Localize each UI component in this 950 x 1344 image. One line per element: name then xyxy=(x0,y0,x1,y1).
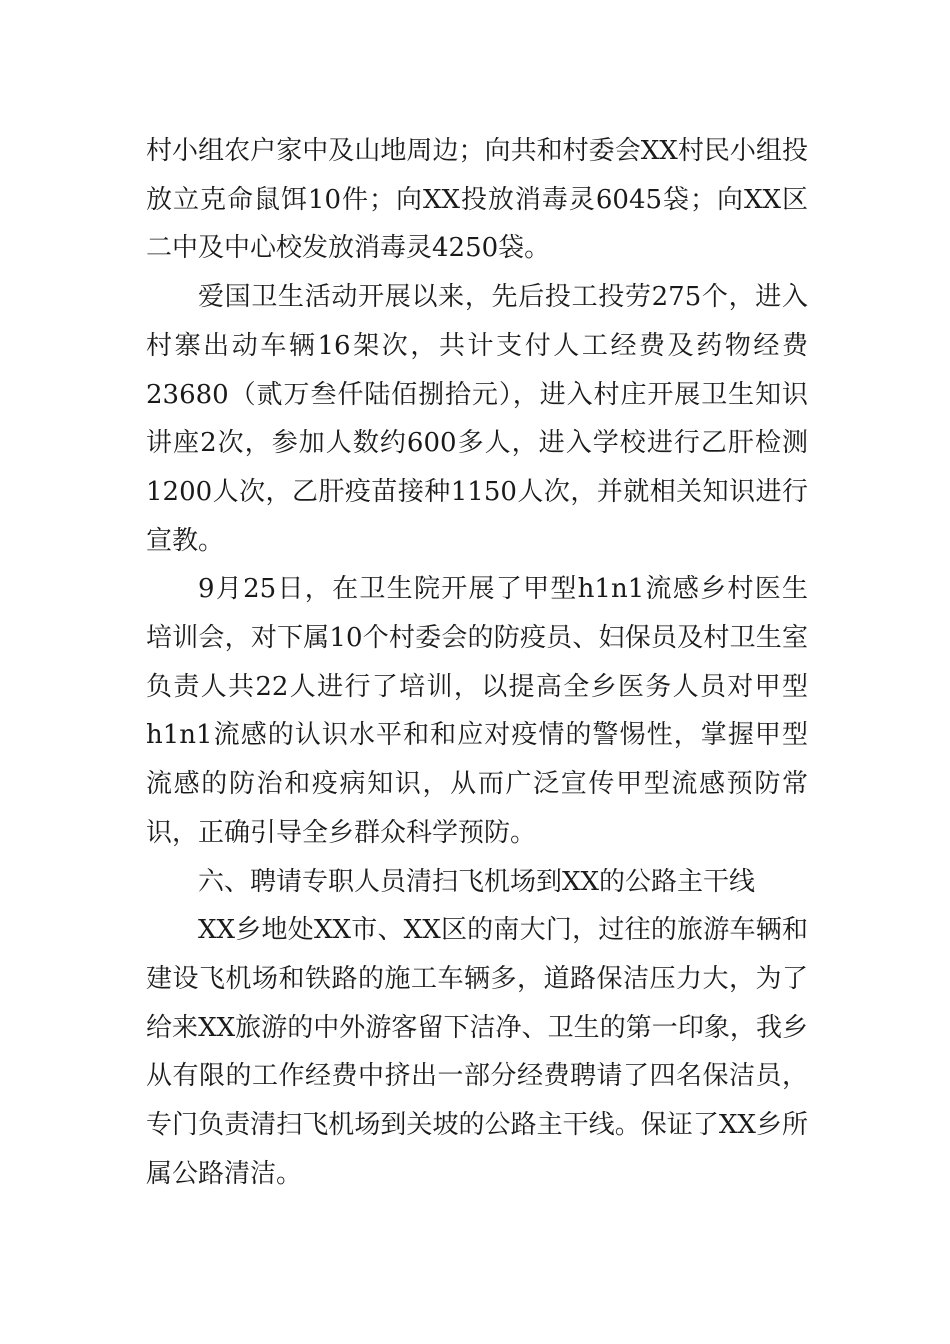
paragraph-continuation: 村小组农户家中及山地周边；向共和村委会XX村民小组投放立克命鼠饵10件；向XX投放消毒灵6045袋；向XX区二中及中心校发放消毒灵4250袋。 xyxy=(146,136,808,264)
paragraph-patriotic-health: 爱国卫生活动开展以来，先后投工投劳275个，进入村寨出动车辆16架次，共计支付人工经费及药物经费23680（贰万叁仟陆佰捌拾元），进入村庄开展卫生知识讲座2次，参加人数约600多人，进入学校进行乙肝检测1200人次，乙肝疫苗接种1150人次，并就相关知识进行宣教。 xyxy=(146,282,808,556)
paragraph-h1n1-training: 9月25日，在卫生院开展了甲型h1n1流感乡村医生培训会，对下属10个村委会的防疫员、妇保员及村卫生室负责人共22人进行了培训，以提高全乡医务人员对甲型h1n1流感的认识水平和和应对疫情的警惕性，掌握甲型流感的防治和疫病知识，从而广泛宣传甲型流感预防常识，正确引导全乡群众科学预防。 xyxy=(146,574,808,848)
paragraph-road-cleaning: XX乡地处XX市、XX区的南大门，过往的旅游车辆和建设飞机场和铁路的施工车辆多，道路保洁压力大，为了给来XX旅游的中外游客留下洁净、卫生的第一印象，我乡从有限的工作经费中挤出一部分经费聘请了四名保洁员，专门负责清扫飞机场到关坡的公路主干线。保证了XX乡所属公路清洁。 xyxy=(146,915,808,1189)
section-heading-six: 六、聘请专职人员清扫飞机场到XX的公路主干线 xyxy=(198,866,756,897)
document-body xyxy=(146,127,808,1198)
